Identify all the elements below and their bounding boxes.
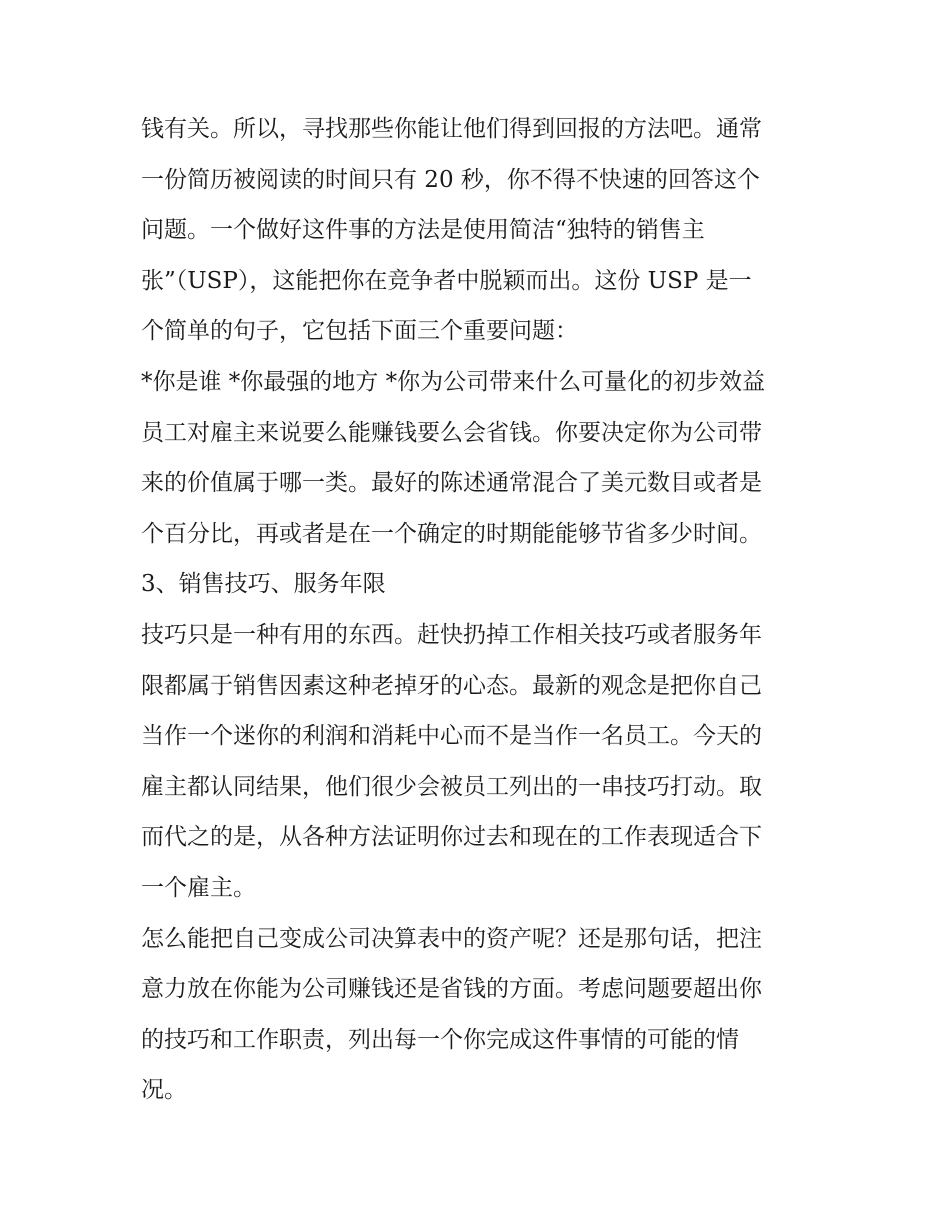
text-line: 问题。一个做好这件事的方法是使用简洁“独特的销售主 — [141, 217, 705, 244]
text-line: 个简单的句子，它包括下面三个重要问题： — [141, 318, 578, 345]
document-page — [141, 104, 813, 1116]
text-line: 当作一个迷你的利润和消耗中心而不是当作一名员工。今天的 — [141, 723, 762, 750]
text-line: 限都属于销售因素这种老掉牙的心态。最新的观念是把你自己 — [141, 672, 762, 699]
text-line: 技巧只是一种有用的东西。赶快扔掉工作相关技巧或者服务年 — [141, 621, 762, 648]
text-line: 的技巧和工作职责，列出每一个你完成这件事情的可能的情 — [141, 1026, 739, 1053]
section-heading: 3、销售技巧、服务年限 — [141, 571, 386, 598]
text-line: 而代之的是，从各种方法证明你过去和现在的工作表现适合下 — [141, 824, 762, 851]
text-line: 一份简历被阅读的时间只有 20 秒，你不得不快速的回答这个 — [141, 166, 760, 193]
text-line: 一个雇主。 — [141, 874, 256, 901]
text-line: 雇主都认同结果，他们很少会被员工列出的一串技巧打动。取 — [141, 773, 762, 800]
bullet-line: *你是谁 *你最强的地方 *你为公司带来什么可量化的初步效益 — [141, 368, 766, 395]
text-line: 员工对雇主来说要么能赚钱要么会省钱。你要决定你为公司带 — [141, 419, 762, 446]
text-line: 况。 — [141, 1077, 187, 1104]
text-line: 个百分比，再或者是在一个确定的时期能能够节省多少时间。 — [141, 520, 762, 547]
text-line: 怎么能把自己变成公司决算表中的资产呢？还是那句话，把注 — [141, 925, 762, 952]
text-line: 意力放在你能为公司赚钱还是省钱的方面。考虑问题要超出你 — [141, 976, 762, 1003]
text-line: 张”（USP），这能把你在竞争者中脱颖而出。这份 USP 是一 — [141, 267, 752, 294]
text-line: 来的价值属于哪一类。最好的陈述通常混合了美元数目或者是 — [141, 470, 762, 497]
text-line: 钱有关。所以，寻找那些你能让他们得到回报的方法吧。通常 — [141, 116, 762, 142]
